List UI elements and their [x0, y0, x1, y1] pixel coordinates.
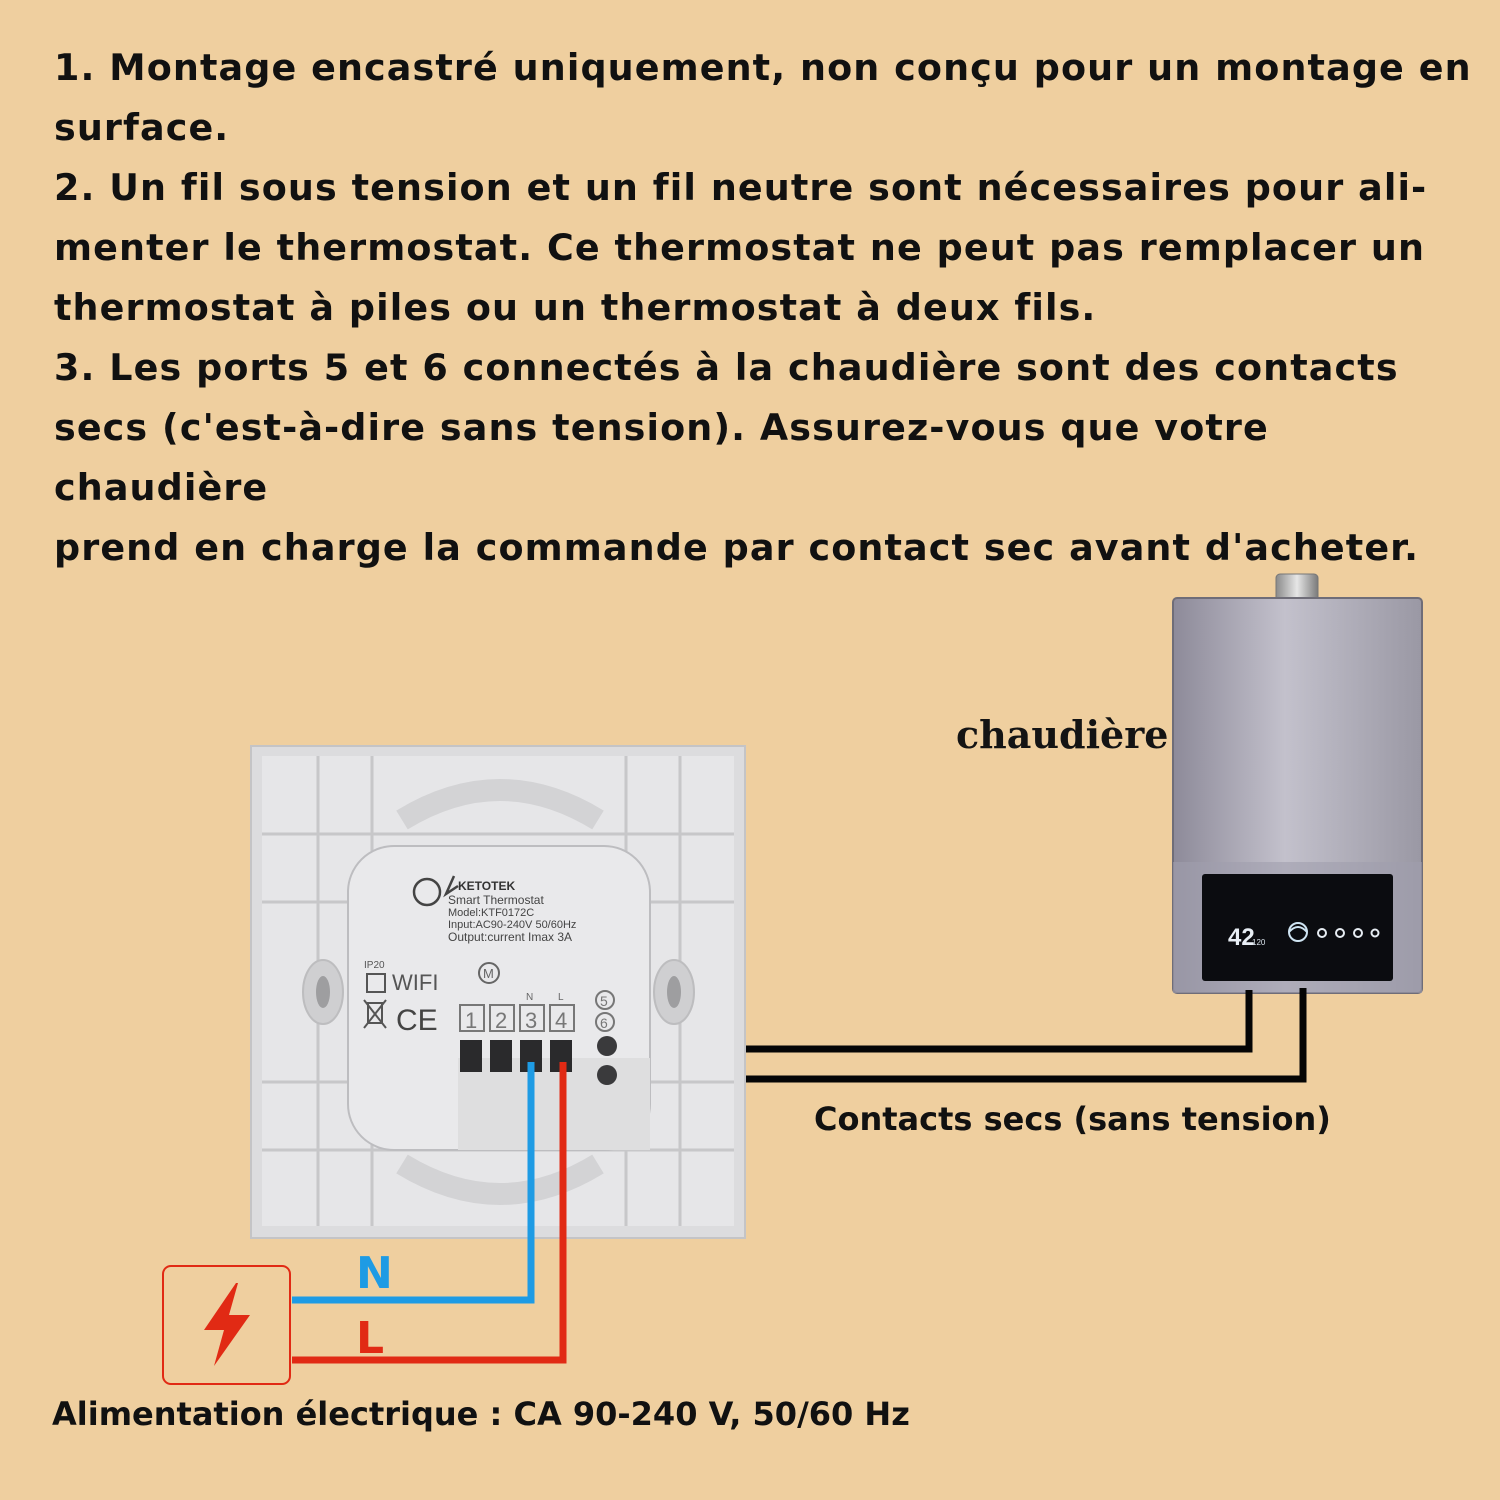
- note-3-line-3: prend en charge la commande par contact sec avant d'acheter.: [54, 526, 1420, 569]
- note-1-line-2: surface.: [54, 106, 230, 149]
- dry-contacts-label: Contacts secs (sans tension): [814, 1100, 1331, 1138]
- note-2-line-2: menter le thermostat. Ce thermostat ne peut pas remplacer un: [54, 226, 1426, 269]
- wifi-label: WIFI: [392, 970, 439, 995]
- boiler-display-sub: 120: [1252, 938, 1266, 947]
- motor-symbol-label: M: [483, 966, 494, 981]
- thermostat-product: Smart Thermostat: [448, 893, 544, 907]
- contact-terminal-5: [597, 1036, 617, 1056]
- boiler-label: chaudière: [956, 712, 1169, 757]
- note-2-line-3: thermostat à piles ou un thermostat à deux fils.: [54, 286, 1097, 329]
- ip-rating: IP20: [364, 960, 385, 971]
- power-source: [163, 1266, 290, 1384]
- contact-terminal-6: [597, 1065, 617, 1085]
- wire-mark-n: N: [526, 992, 534, 1003]
- note-1-line-1: 1. Montage encastré uniquement, non conçu pour un montage en: [54, 46, 1472, 89]
- neutral-wire-label: N: [356, 1248, 393, 1299]
- contact-label-6: 6: [600, 1015, 608, 1031]
- note-3-line-2: secs (c'est-à-dire sans tension). Assurez-vous que votre chaudière: [54, 406, 1269, 509]
- terminal-label-2: 2: [495, 1008, 508, 1033]
- live-wire-label: L: [356, 1313, 385, 1364]
- terminal-label-3: 3: [525, 1008, 538, 1033]
- power-supply-label: Alimentation électrique : CA 90-240 V, 50/60 Hz: [52, 1395, 910, 1433]
- contact-wire-6: [650, 988, 1303, 1079]
- contact-label-5: 5: [600, 993, 608, 1009]
- note-3-line-1: 3. Les ports 5 et 6 connectés à la chaudière sont des contacts: [54, 346, 1399, 389]
- ce-mark: CE: [396, 1004, 438, 1037]
- lightning-bolt-icon: [204, 1283, 250, 1366]
- wire-mark-l: L: [558, 992, 564, 1003]
- thermostat-brand: KETOTEK: [458, 879, 516, 893]
- thermostat-input: Input:AC90-240V 50/60Hz: [448, 919, 577, 931]
- terminal-label-1: 1: [465, 1008, 478, 1033]
- boiler-display-temp: 42: [1228, 924, 1255, 951]
- boiler: [1173, 574, 1422, 993]
- thermostat-model: Model:KTF0172C: [448, 907, 535, 919]
- terminal-label-4: 4: [555, 1008, 568, 1033]
- note-2-line-1: 2. Un fil sous tension et un fil neutre sont nécessaires pour ali-: [54, 166, 1428, 209]
- dry-contact-wires: [650, 988, 1303, 1079]
- thermostat-output: Output:current Imax 3A: [448, 930, 573, 944]
- thermostat-back: [251, 746, 745, 1238]
